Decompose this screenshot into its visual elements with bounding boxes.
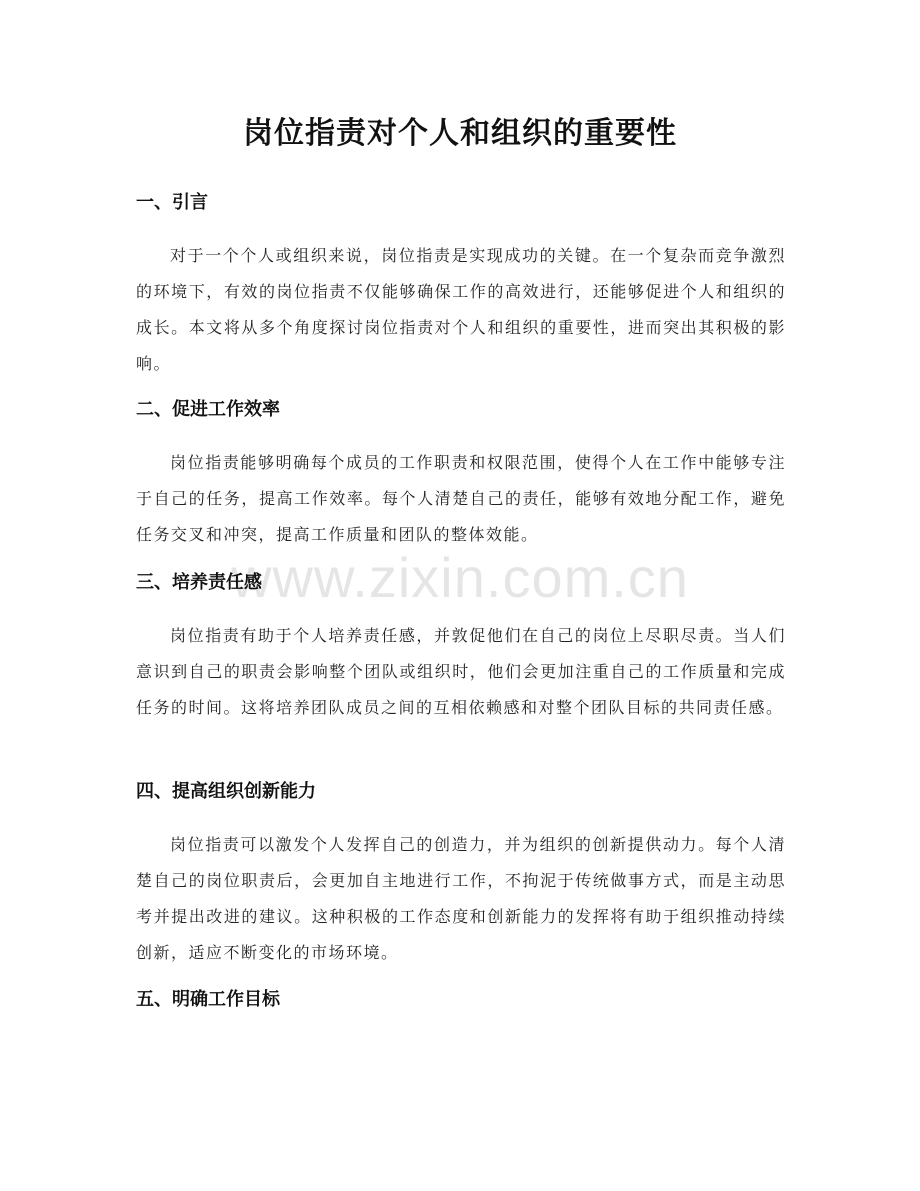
document-title: 岗位指责对个人和组织的重要性: [243, 116, 677, 151]
section-heading: 五、明确工作目标: [136, 989, 280, 1010]
section-paragraph: 岗位指责有助于个人培养责任感，并敦促他们在自己的岗位上尽职尽责。当人们意识到自己的职责会影响整个团队或组织时，他们会更加注重自己的工作质量和完成任务的时间。这将培养团队成员之间的互相依赖感和对整个团队目标的共同责任感。: [136, 626, 786, 717]
section-goals: [136, 987, 786, 1013]
section-paragraph: 岗位指责能够明确每个成员的工作职责和权限范围，使得个人在工作中能够专注于自己的任务，提高工作效率。每个人清楚自己的责任，能够有效地分配工作，避免任务交叉和冲突，提高工作质量和团队的整体效能。: [136, 453, 786, 544]
section-responsibility: [136, 570, 786, 726]
section-heading: 四、提高组织创新能力: [136, 781, 316, 802]
section-paragraph: 对于一个个人或组织来说，岗位指责是实现成功的关键。在一个复杂而竞争激烈的环境下，有效的岗位指责不仅能够确保工作的高效进行，还能够促进个人和组织的成长。本文将从多个角度探讨岗位指责对个人和组织的重要性，进而突出其积极的影响。: [136, 246, 786, 373]
section-innovation: [136, 779, 786, 971]
section-heading: 一、引言: [136, 192, 208, 213]
watermark: www.zixin.com.cn: [231, 546, 689, 609]
section-efficiency: [136, 397, 786, 553]
section-introduction: [136, 190, 786, 382]
section-heading: 二、促进工作效率: [136, 399, 280, 420]
section-paragraph: 岗位指责可以激发个人发挥自己的创造力，并为组织的创新提供动力。每个人清楚自己的岗位职责后，会更加自主地进行工作，不拘泥于传统做事方式，而是主动思考并提出改进的建议。这种积极的工作态度和创新能力的发挥将有助于组织推动持续创新，适应不断变化的市场环境。: [136, 835, 786, 962]
section-heading: 三、培养责任感: [136, 572, 262, 593]
